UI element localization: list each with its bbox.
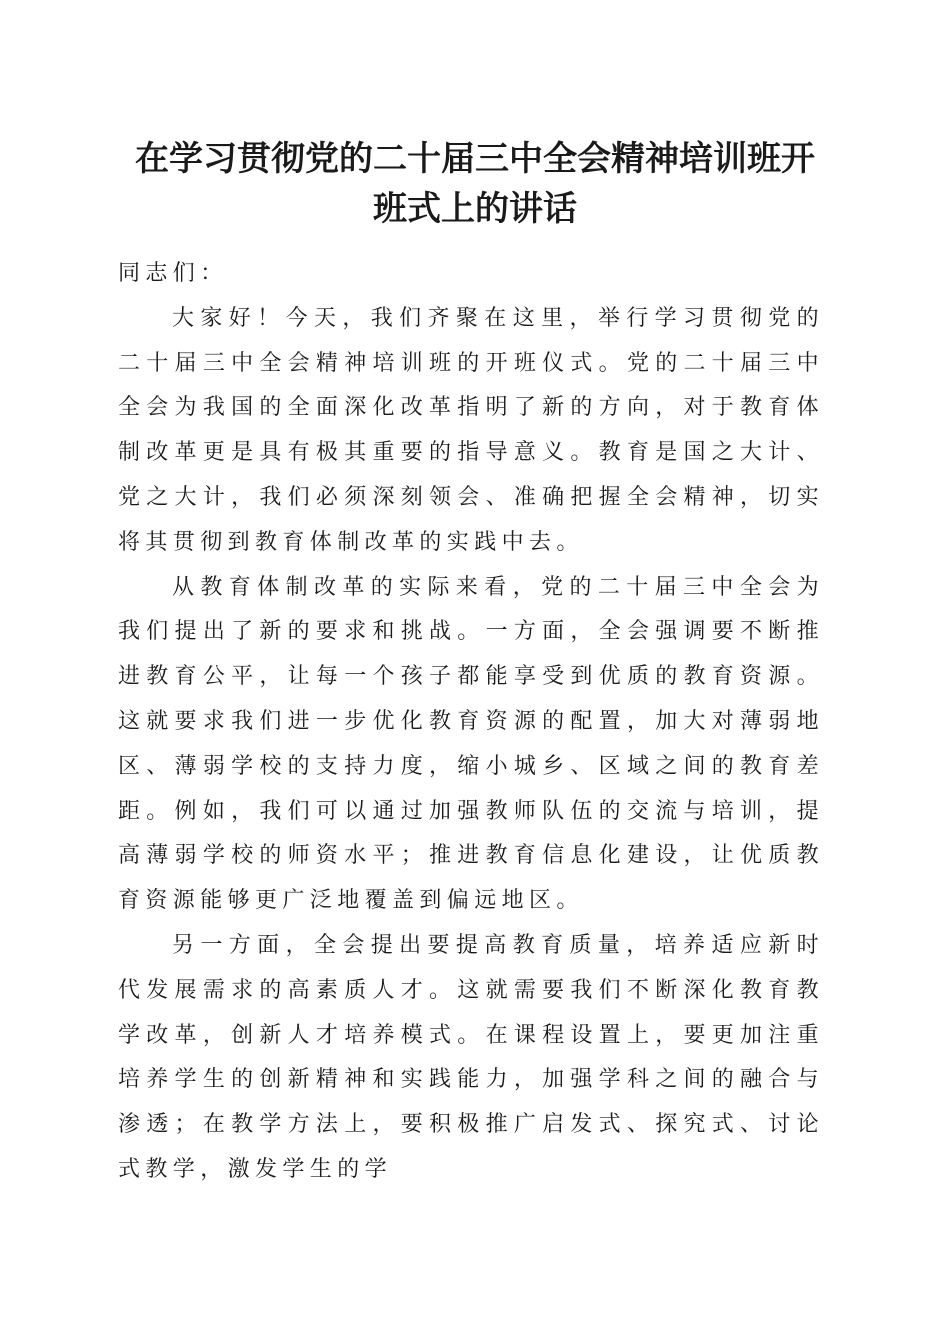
title-line-1: 在学习贯彻党的二十届三中全会精神培训班开 [135, 139, 815, 179]
paragraph-2: 从教育体制改革的实际来看，党的二十届三中全会为我们提出了新的要求和挑战。一方面，全会强调要不断推进教育公平，让每一个孩子都能享受到优质的教育资源。这就要求我们进一步优化教育资源的配置，加大对薄弱地区、薄弱学校的支持力度，缩小城乡、区域之间的教育差距。例如，我们可以通过加强教师队伍的交流与培训，提高薄弱学校的师资水平；推进教育信息化建设，让优质教育资源能够更广泛地覆盖到偏远地区。 [118, 574, 824, 914]
title-line-2: 班式上的讲话 [373, 189, 577, 229]
salutation: 同志们： [118, 261, 228, 286]
paragraph-3: 另一方面，全会提出要提高教育质量，培养适应新时代发展需求的高素质人才。这就需要我们不断深化教育教学改革，创新人才培养模式。在课程设置上，要更加注重培养学生的创新精神和实践能力，加强学科之间的融合与渗透；在教学方法上，要积极推广启发式、探究式、讨论式教学，激发学生的学 [118, 932, 824, 1182]
paragraph-1: 大家好！今天，我们齐聚在这里，举行学习贯彻党的二十届三中全会精神培训班的开班仪式。党的二十届三中全会为我国的全面深化改革指明了新的方向，对于教育体制改革更是具有极其重要的指导意义。教育是国之大计、党之大计，我们必须深刻领会、准确把握全会精神，切实将其贯彻到教育体制改革的实践中去。 [118, 305, 824, 555]
document-title [118, 134, 832, 234]
document-body [118, 252, 824, 1193]
